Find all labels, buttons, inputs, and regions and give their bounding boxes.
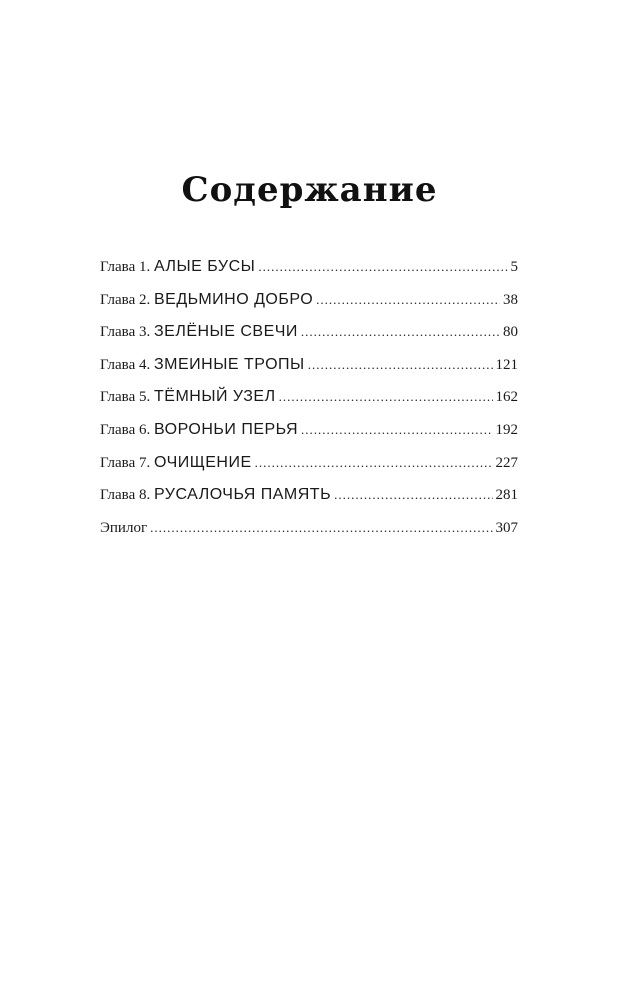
toc-entry-name: АЛЫЕ БУСЫ bbox=[153, 258, 256, 275]
toc-entry-label bbox=[100, 258, 255, 276]
toc-entry-prefix: Глава 8. bbox=[100, 487, 151, 504]
toc-page-number: 307 bbox=[495, 519, 518, 536]
toc-dot-leader bbox=[316, 292, 500, 308]
toc-dot-leader bbox=[279, 389, 493, 405]
toc-entry-chapter-3[interactable] bbox=[100, 323, 518, 356]
toc-entry-label bbox=[100, 291, 313, 309]
toc-entry-chapter-8[interactable] bbox=[100, 486, 518, 519]
toc-entry-chapter-1[interactable] bbox=[100, 258, 518, 291]
toc-entry-label bbox=[100, 421, 298, 439]
toc-dot-leader bbox=[258, 259, 507, 275]
toc-entry-prefix: Глава 6. bbox=[100, 421, 151, 438]
toc-dot-leader bbox=[301, 422, 492, 438]
toc-entry-label bbox=[100, 519, 147, 537]
toc-entry-chapter-4[interactable] bbox=[100, 356, 518, 389]
toc-page-number: 192 bbox=[495, 421, 518, 438]
toc-page-number: 162 bbox=[495, 389, 518, 406]
toc-dot-leader bbox=[334, 487, 492, 503]
toc-dot-leader bbox=[308, 357, 493, 373]
toc-entry-prefix: Глава 1. bbox=[100, 259, 151, 275]
toc-entry-label bbox=[100, 454, 252, 472]
toc-entry-chapter-6[interactable] bbox=[100, 421, 518, 454]
toc-entry-prefix: Глава 2. bbox=[100, 291, 151, 308]
toc-page-number: 121 bbox=[495, 356, 518, 373]
toc-entry-name: ВОРОНЬИ ПЕРЬЯ bbox=[153, 420, 299, 438]
toc-page-number: 80 bbox=[503, 324, 518, 341]
toc-dot-leader bbox=[301, 324, 500, 340]
toc-entry-chapter-2[interactable] bbox=[100, 291, 518, 324]
toc-page-number: 227 bbox=[495, 454, 518, 471]
toc-entry-chapter-5[interactable] bbox=[100, 388, 518, 421]
toc-dot-leader bbox=[150, 520, 492, 536]
toc-dot-leader bbox=[255, 455, 493, 471]
toc-entry-epilogue[interactable] bbox=[100, 519, 518, 552]
toc-entry-label bbox=[100, 486, 331, 504]
toc-entry-label bbox=[100, 388, 276, 406]
toc-entry-prefix: Эпилог bbox=[100, 519, 148, 536]
toc-entry-label bbox=[100, 356, 305, 374]
toc-entry-prefix: Глава 7. bbox=[100, 454, 151, 471]
toc-entry-name: ВЕДЬМИНО ДОБРО bbox=[153, 290, 314, 308]
toc-entry-name: ОЧИЩЕНИЕ bbox=[153, 453, 252, 471]
toc-entry-name: ЗМЕИНЫЕ ТРОПЫ bbox=[153, 355, 305, 373]
toc-entry-name: ЗЕЛЁНЫЕ СВЕЧИ bbox=[153, 323, 298, 341]
table-of-contents bbox=[100, 258, 518, 551]
toc-entry-name: ТЁМНЫЙ УЗЕЛ bbox=[153, 388, 276, 406]
toc-entry-chapter-7[interactable] bbox=[100, 454, 518, 487]
toc-page-number: 5 bbox=[510, 259, 518, 275]
toc-page-number: 38 bbox=[503, 291, 518, 308]
toc-entry-prefix: Глава 4. bbox=[100, 356, 151, 373]
toc-page-number: 281 bbox=[495, 487, 518, 504]
toc-entry-prefix: Глава 3. bbox=[100, 324, 151, 341]
page-title: Содержание bbox=[181, 170, 438, 210]
toc-entry-label bbox=[100, 323, 298, 341]
toc-entry-prefix: Глава 5. bbox=[100, 389, 151, 406]
toc-entry-name: РУСАЛОЧЬЯ ПАМЯТЬ bbox=[153, 486, 332, 504]
